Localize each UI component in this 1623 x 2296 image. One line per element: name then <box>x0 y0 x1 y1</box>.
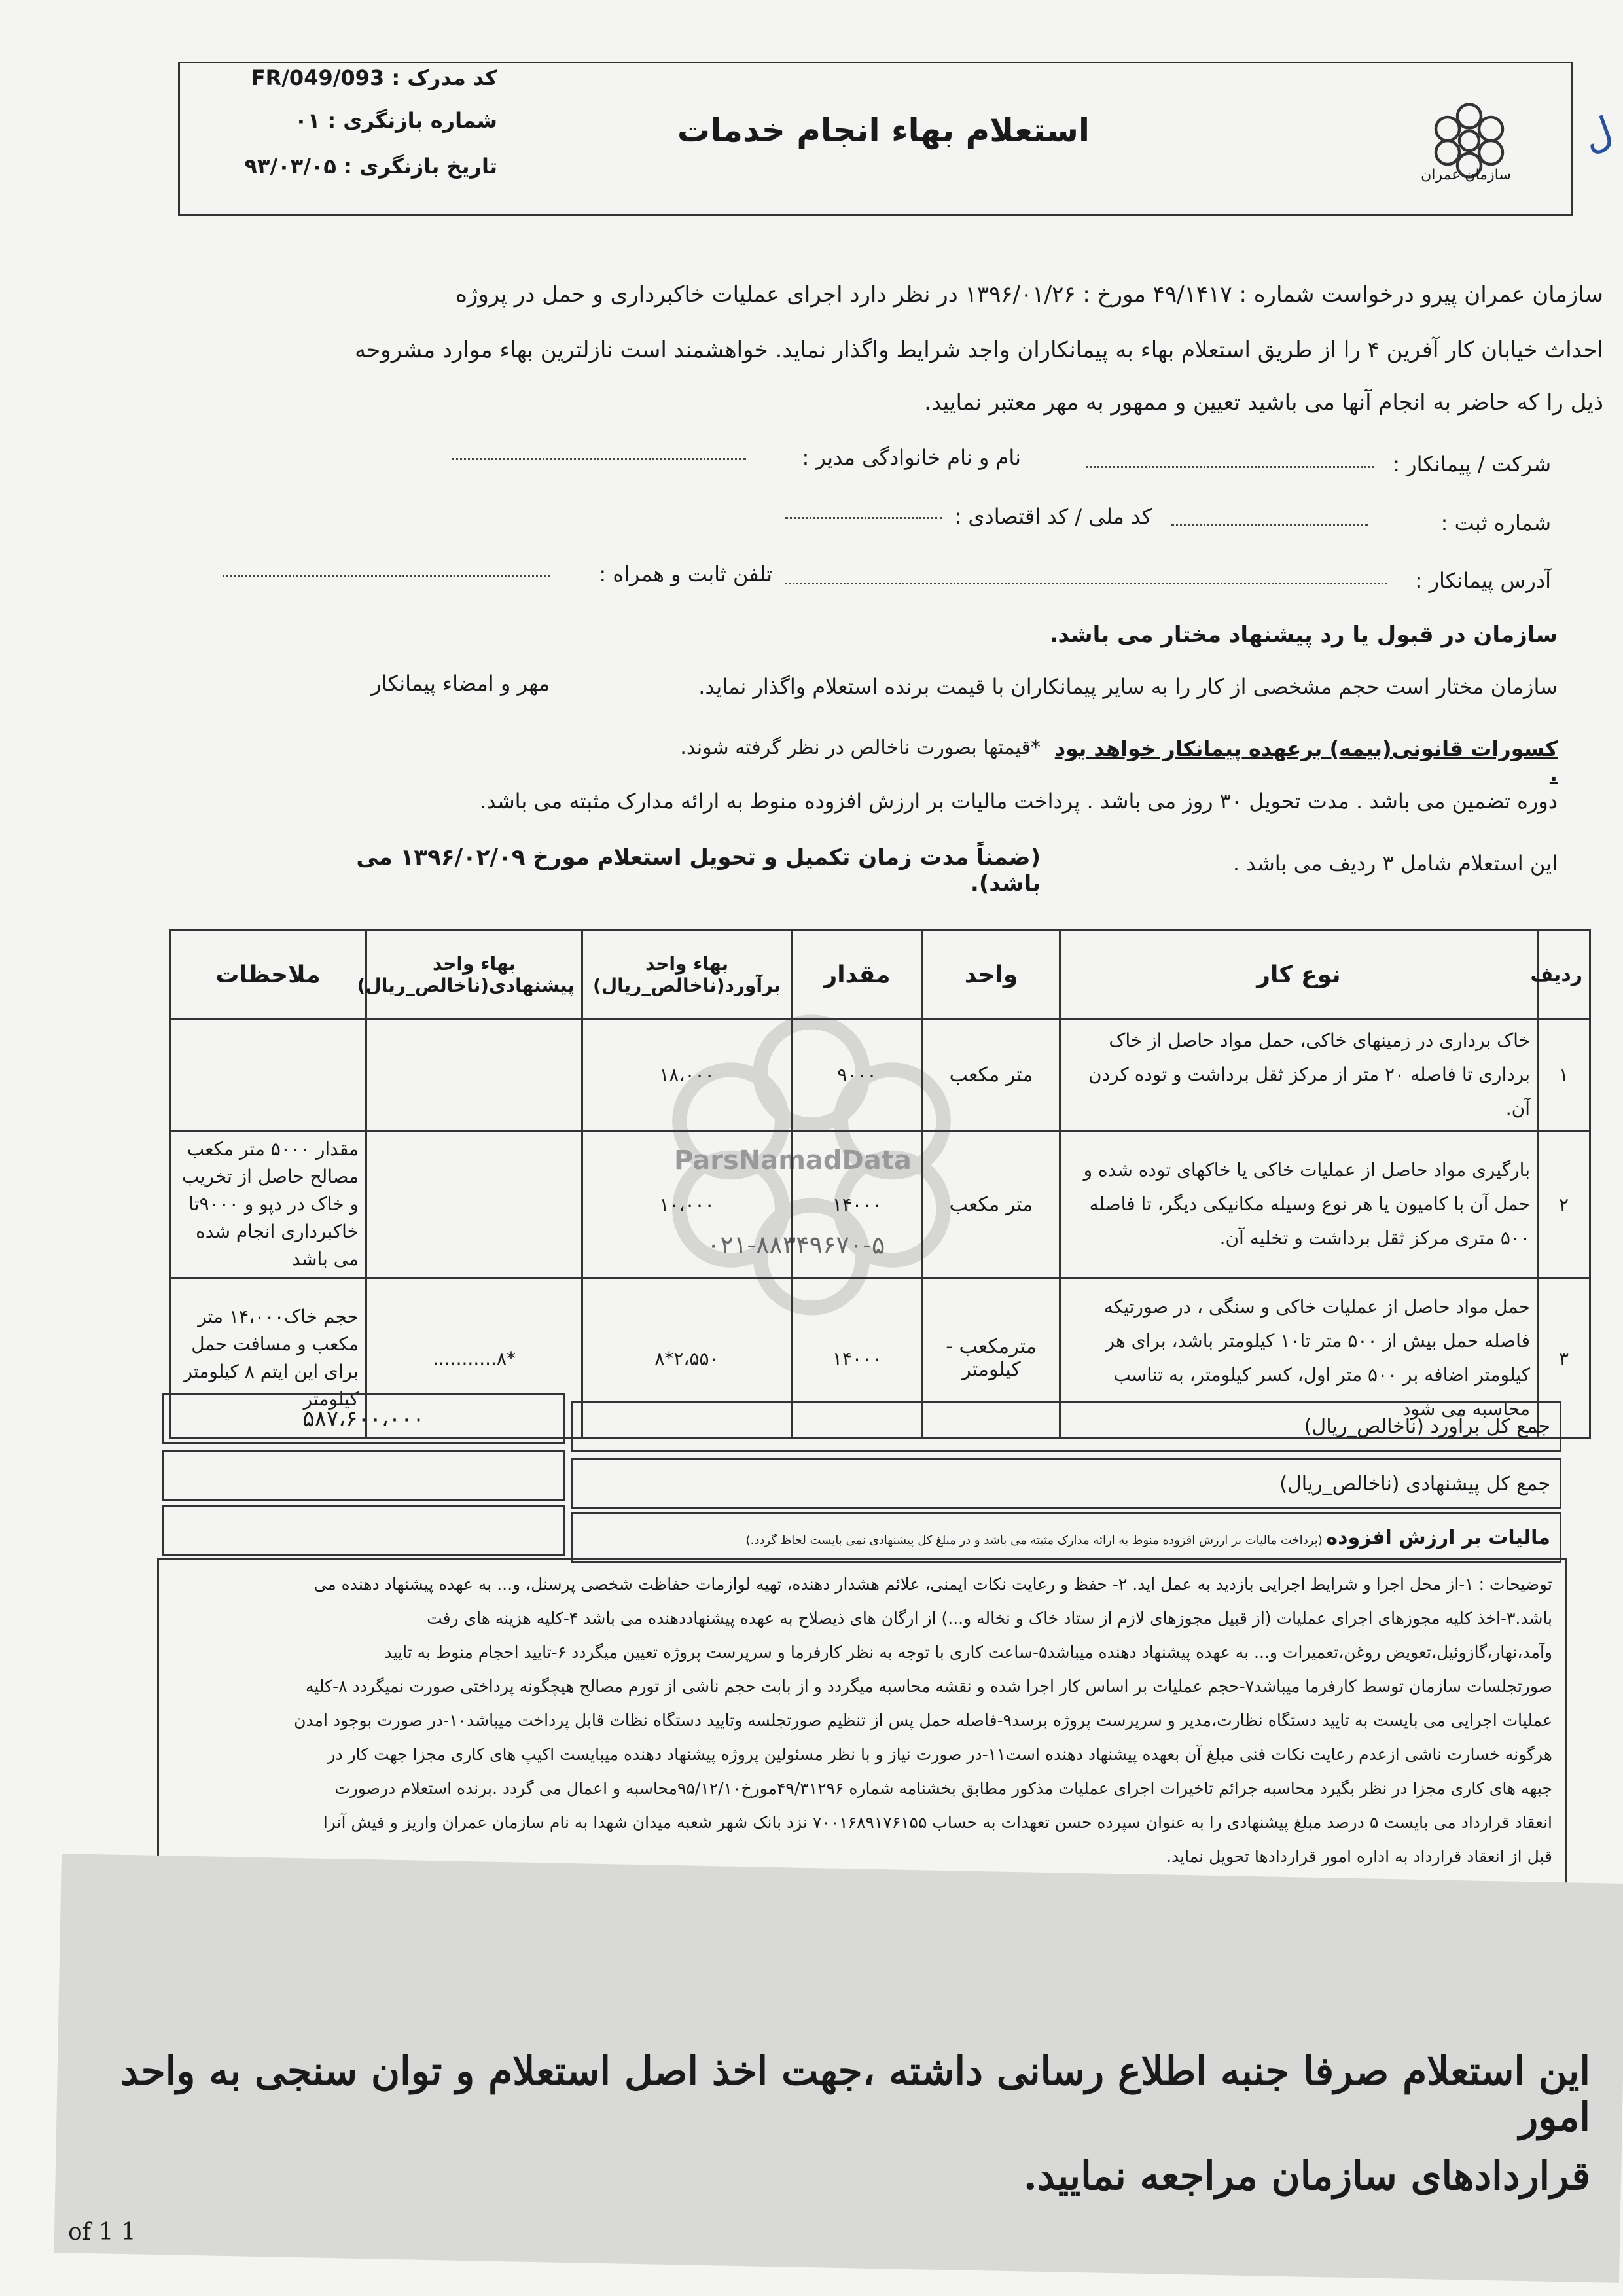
address-label: آدرس پیمانکار : <box>1415 568 1551 593</box>
row-bid-price[interactable] <box>366 1131 582 1278</box>
row-note: حجم خاک۱۴،۰۰۰ متر مکعب و مسافت حمل برای این ایتم ۸ کیلومتر کیلومتر <box>170 1278 366 1439</box>
registration-label: شماره ثبت : <box>1440 511 1551 535</box>
condition-gross-price: *قیمتها بصورت ناخالص در نظر گرفته شوند. <box>680 736 1041 759</box>
vat-note: (پرداخت مالیات بر ارزش افزوده منوط به ارائه مدارک مثبته می باشد و در مبلغ کل پیشنهادی نمی بایست لحاظ گردد.) <box>745 1534 1323 1547</box>
row-number: ۳ <box>1538 1278 1590 1439</box>
explanation-line: باشد.۳-اخذ کلیه مجوزهای اجرای عملیات (از قبیل مجوزهای لازم از ستاد خاک و نخاله و...) از ارگان های ذیصلاح به عهده پیشنهاددهنده می باشد ۴-کلیه هزینه های رفت <box>427 1609 1552 1628</box>
handwritten-note-line-2: قراردادهای سازمان مراجعه نمایید. <box>1023 2153 1590 2199</box>
revision-number: شماره بازنگری : ۰۱ <box>294 108 497 133</box>
vat-label: مالیات بر ارزش افزوده <box>1326 1526 1550 1549</box>
watermark-phone: ۰۲۱-۸۸۳۴۹۶۷۰-۵ <box>707 1230 885 1259</box>
page-number: of 1 1 <box>68 2219 136 2246</box>
condition-accept-reject: سازمان در قبول یا رد پیشنهاد مختار می باشد. <box>1049 622 1558 648</box>
header-unit: واحد <box>923 931 1060 1019</box>
row-work: بارگیری مواد حاصل از عملیات خاکی یا خاکهای توده شده و حمل آن با کامیون یا هر نوع وسیله مکانیکی دیگر، تا فاصله ۵۰۰ متری مرکز ثقل برداشت و تخلیه آن. <box>1060 1131 1538 1278</box>
phone-label: تلفن ثابت و همراه : <box>599 562 772 586</box>
total-estimate-label: جمع کل برآورد (ناخالص_ریال) <box>571 1401 1561 1452</box>
row-number: ۱ <box>1538 1019 1590 1131</box>
row-note <box>170 1019 366 1131</box>
intro-line-3: ذیل را که حاضر به انجام آنها می باشید تعیین و ممهور به مهر معتبر نمایید. <box>924 389 1603 416</box>
row-bid-price[interactable] <box>366 1019 582 1131</box>
condition-row-count: این استعلام شامل ۳ ردیف می باشد . <box>1232 851 1558 876</box>
header-est-price: بهاء واحد برآورد(ناخالص_ریال) <box>582 931 792 1019</box>
price-table <box>169 929 1591 1439</box>
explanation-line: جبهه های کاری مجزا در نظر بگیرد محاسبه جرائم تاخیرات اجرای عملیات مذکور مطابق بخشنامه شماره ۴۹/۳۱۲۹۶مورخ۹۵/۱۲/۱۰محاسبه و اعمال می گردد .برنده استعلام درصورت <box>334 1779 1552 1798</box>
header-row: ردیف <box>1538 931 1590 1019</box>
condition-volume: سازمان مختار است حجم مشخصی از کار را به سایر پیمانکاران با قیمت برنده استعلام واگذار نماید. <box>698 674 1558 699</box>
contractor-seal-label: مهر و امضاء پیمانکار <box>371 671 550 696</box>
row-work: حمل مواد حاصل از عملیات خاکی و سنگی ، در صورتیکه فاصله حمل بیش از ۵۰۰ متر تا۱۰ کیلومتر باشد، برای هر کیلومتر اضافه بر ۵۰۰ متر اول، کسر کیلومتر، به تناسب محاسبه می شود <box>1060 1278 1538 1439</box>
watermark-text: ParsNamadData <box>674 1145 912 1175</box>
row-unit: متر مکعب <box>923 1131 1060 1278</box>
table-row <box>170 1019 1590 1131</box>
row-unit: متر مکعب <box>923 1019 1060 1131</box>
condition-deadline: (ضمناً مدت زمان تکمیل و تحویل استعلام مورخ ۱۳۹۶/۰۲/۰۹ می باشد). <box>356 844 1041 897</box>
row-est-price: ۱۸،۰۰۰ <box>582 1019 792 1131</box>
manager-label: نام و نام خانوادگی مدیر : <box>802 445 1021 470</box>
row-number: ۲ <box>1538 1131 1590 1278</box>
phone-field[interactable] <box>223 575 550 577</box>
row-est-price: ۲،۵۵۰*۸ <box>582 1278 792 1439</box>
vat-row <box>571 1512 1561 1563</box>
table-row <box>170 1131 1590 1278</box>
handwritten-note-line-1: این استعلام صرفا جنبه اطلاع رسانی داشته ،جهت اخذ اصل استعلام و توان سنجی به واحد امور <box>120 2049 1590 2140</box>
vat-value[interactable] <box>162 1505 565 1556</box>
page-title: استعلام بهاء انجام خدمات <box>677 111 1090 149</box>
row-est-price: ۱۰،۰۰۰ <box>582 1131 792 1278</box>
total-estimate-value: ۵۸۷،۶۰۰،۰۰۰ <box>162 1393 565 1444</box>
explanation-line: توضیحات : ۱-از محل اجرا و شرایط اجرایی بازدید به عمل اید. ۲- حفظ و رعایت نکات ایمنی، علائم هشدار دهنده، تهیه لوازمات حفاظت شخصی پرسنل، و... به عهده پیشنهاد دهنده می <box>313 1575 1552 1594</box>
row-qty: ۱۴۰۰۰ <box>792 1131 923 1278</box>
row-work: خاک برداری در زمینهای خاکی، حمل مواد حاصل از خاک برداری تا فاصله ۲۰ متر از مرکز ثقل برداشت و توده کردن آن. <box>1060 1019 1538 1131</box>
intro-line-1: سازمان عمران پیرو درخواست شماره : ۴۹/۱۴۱۷ مورخ : ۱۳۹۶/۰۱/۲۶ در نظر دارد اجرای عملیات خاکبرداری و حمل در پروژه <box>455 281 1603 308</box>
row-unit: مترمکعب - کیلومتر <box>923 1278 1060 1439</box>
table-header-row <box>170 931 1590 1019</box>
total-bid-value[interactable] <box>162 1450 565 1501</box>
row-qty: ۱۴۰۰۰ <box>792 1278 923 1439</box>
header-work: نوع کار <box>1060 931 1538 1019</box>
logo-caption: سازمان عمران <box>1421 167 1511 183</box>
condition-delivery: دوره تضمین می باشد . مدت تحویل ۳۰ روز می باشد . پرداخت مالیات بر ارزش افزوده منوط به ارائه مدارک مثبته می باشد. <box>479 789 1558 814</box>
header-bid-price: بهاء واحد پیشنهادی(ناخالص_ریال) <box>366 931 582 1019</box>
row-bid-price[interactable]: *۸........... <box>366 1278 582 1439</box>
doc-code: کد مدرک : FR/049/093 <box>251 65 497 90</box>
company-label: شرکت / پیمانکار : <box>1393 452 1551 476</box>
handwritten-margin-mark: ل <box>1577 107 1620 161</box>
explanation-line: وآمد،نهار،گازوئیل،تعویض روغن،تعمیرات و... به عهده پیشنهاد دهنده میباشد۵-ساعت کاری با توجه به نظر کارفرما و سرپرست پروژه تعیین میگردد ۶-تایید احجام منوط به تایید <box>384 1643 1552 1662</box>
national-code-field[interactable] <box>785 517 942 519</box>
explanation-line: قبل از انعقاد قرارداد به اداره امور قراردادها تحویل نماید. <box>1166 1847 1552 1866</box>
manager-field[interactable] <box>452 458 746 460</box>
header-qty: مقدار <box>792 931 923 1019</box>
intro-line-2: احداث خیابان کار آفرین ۴ را از طریق استعلام بهاء به پیمانکاران واجد شرایط واگذار نماید. خواهشمند است نازلترین بهاء موارد مشروحه <box>355 337 1603 363</box>
company-field[interactable] <box>1086 466 1374 468</box>
registration-field[interactable] <box>1171 524 1368 526</box>
national-code-label: کد ملی / کد اقتصادی : <box>954 504 1152 529</box>
revision-date: تاریخ بازنگری : ۹۳/۰۳/۰۵ <box>244 154 497 179</box>
row-note: مقدار ۵۰۰۰ متر مکعب مصالح حاصل از تخریب و خاک در دپو و ۹۰۰۰تا خاکبرداری انجام شده می باشد <box>170 1131 366 1278</box>
address-field[interactable] <box>785 583 1387 584</box>
explanation-line: عملیات اجرایی می بایست به تایید دستگاه نظارت،مدیر و سرپرست پروژه برسد۹-فاصله حمل پس از تنظیم صورتجلسه وتایید دستگاه نظات قابل پرداخت میباشد۱۰-در صورت بوجود امدن <box>294 1711 1552 1730</box>
header-notes: ملاحظات <box>170 931 366 1019</box>
explanation-line: انعقاد قرارداد می بایست ۵ درصد مبلغ پیشنهادی را به عنوان سپرده حسن تعهدات به حساب ۷۰۰۱۶۸۹۱۷۶۱۵۵ نزد بانک شهر شعبه میدان شهدا به نام سازمان عمران واریز و فیش آنرا <box>323 1813 1552 1832</box>
explanation-line: هرگونه خسارت ناشی ازعدم رعایت نکات فنی مبلغ آن بعهده پیشنهاد دهنده است۱۱-در صورت نیاز و با نظر مسئولین پروژه پیشنهاد دهنده میبایست اکیپ های کاری مجزا جهت کار در <box>327 1745 1552 1764</box>
row-qty: ۹۰۰۰ <box>792 1019 923 1131</box>
explanation-line: صورتجلسات سازمان توسط کارفرما میباشد۷-حجم عملیات بر اساس کار اجرا شده و نقشه محاسبه میگردد و از بابت حجم ناشی از تورم مصالح هیچگونه پرداختی صورت نمیگردد ۸-کلیه <box>305 1677 1552 1696</box>
total-bid-label: جمع کل پیشنهادی (ناخالص_ریال) <box>571 1458 1561 1509</box>
condition-deductions: کسورات قانونی(بیمه) برعهده پیمانکار خواهد بود . <box>1054 736 1558 786</box>
